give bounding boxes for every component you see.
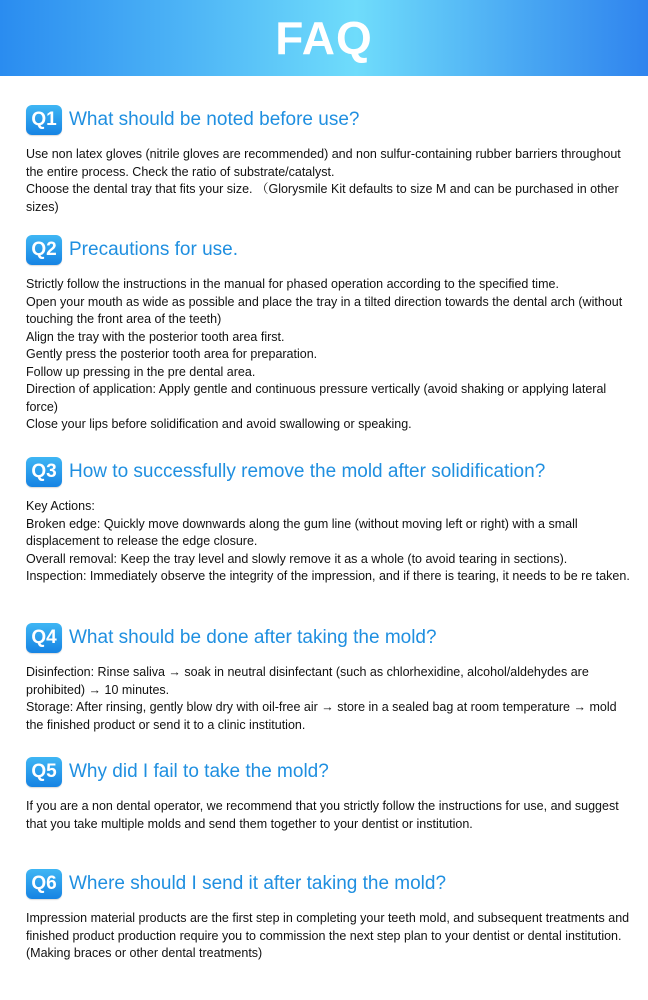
answer-line: Key Actions: xyxy=(26,499,95,513)
answer-line: Overall removal: Keep the tray level and slowly remove it as a whole (to avoid tearing in sections). xyxy=(26,551,568,566)
answer-line: Strictly follow the instructions in the manual for phased operation according to the specified time. xyxy=(26,277,559,291)
question-row xyxy=(26,868,636,900)
answer-text xyxy=(26,498,636,586)
answer-line: Align the tray with the posterior tooth area first. xyxy=(26,329,285,344)
answer-line: If you are a non dental operator, we recommend that you strictly follow the instructions for use, and suggest that you take multiple molds and send them together to your dentist or institution. xyxy=(26,799,619,831)
answer-line: Disinfection: Rinse saliva → soak in neutral disinfectant (such as chlorhexidine, alcohol/aldehydes are prohibited) → 10 minutes. xyxy=(26,665,589,697)
answer-line: Follow up pressing in the pre dental area. xyxy=(26,364,256,379)
faq-item-q1 xyxy=(26,104,636,216)
question-title: How to successfully remove the mold after solidification? xyxy=(69,461,546,482)
answer-line: Close your lips before solidification and avoid swallowing or speaking. xyxy=(26,417,412,431)
answer-line: Impression material products are the first step in completing your teeth mold, and subsequent treatments and finished product production require you to commission the next step plan to your dentist or dental institution. (Making braces or other dental treatments) xyxy=(26,911,630,960)
question-badge: Q5 xyxy=(26,757,62,787)
faq-item-q2 xyxy=(26,234,636,434)
page-title: FAQ xyxy=(275,12,373,64)
question-row xyxy=(26,756,636,788)
answer-text xyxy=(26,664,636,734)
answer-line: Gently press the posterior tooth area for preparation. xyxy=(26,347,318,361)
question-row xyxy=(26,104,636,136)
question-badge: Q6 xyxy=(26,869,62,899)
answer-line: Broken edge: Quickly move downwards along the gum line (without moving left or right) with a small displacement to release the edge closure. xyxy=(26,516,578,548)
question-badge: Q4 xyxy=(26,623,62,653)
question-row xyxy=(26,234,636,266)
question-title: Precautions for use. xyxy=(69,239,238,260)
faq-item-q3 xyxy=(26,456,636,586)
question-row xyxy=(26,622,636,654)
question-title: Where should I send it after taking the mold? xyxy=(69,873,447,894)
question-badge: Q1 xyxy=(26,105,62,135)
answer-line: Use non latex gloves (nitrile gloves are recommended) and non sulfur-containing rubber barriers throughout the entire process. Check the ratio of substrate/catalyst. xyxy=(26,147,621,179)
answer-line: Choose the dental tray that fits your size. （Glorysmile Kit defaults to size M and can be purchased in other sizes) xyxy=(26,182,619,214)
faq-item-q4 xyxy=(26,622,636,734)
answer-line: Open your mouth as wide as possible and place the tray in a tilted direction towards the dental arch (without touching the front area of the teeth) xyxy=(26,294,623,326)
faq-item-q6 xyxy=(26,868,636,963)
question-title: What should be noted before use? xyxy=(69,109,360,130)
question-row xyxy=(26,456,636,488)
answer-text xyxy=(26,798,636,833)
faq-item-q5 xyxy=(26,756,636,833)
question-badge: Q3 xyxy=(26,457,62,487)
answer-line: Storage: After rinsing, gently blow dry with oil-free air → store in a sealed bag at room temperature → mold the finished product or send it to a clinic institution. xyxy=(26,700,617,732)
answer-text xyxy=(26,146,636,216)
question-badge: Q2 xyxy=(26,235,62,265)
answer-line: Inspection: Immediately observe the integrity of the impression, and if there is tearing, it needs to be re taken. xyxy=(26,569,630,583)
answer-text xyxy=(26,910,636,963)
answer-line: Direction of application: Apply gentle and continuous pressure vertically (avoid shaking or applying lateral force) xyxy=(26,382,607,414)
question-title: What should be done after taking the mold? xyxy=(69,627,437,648)
faq-banner xyxy=(0,0,648,76)
question-title: Why did I fail to take the mold? xyxy=(69,761,329,782)
answer-text xyxy=(26,276,636,434)
